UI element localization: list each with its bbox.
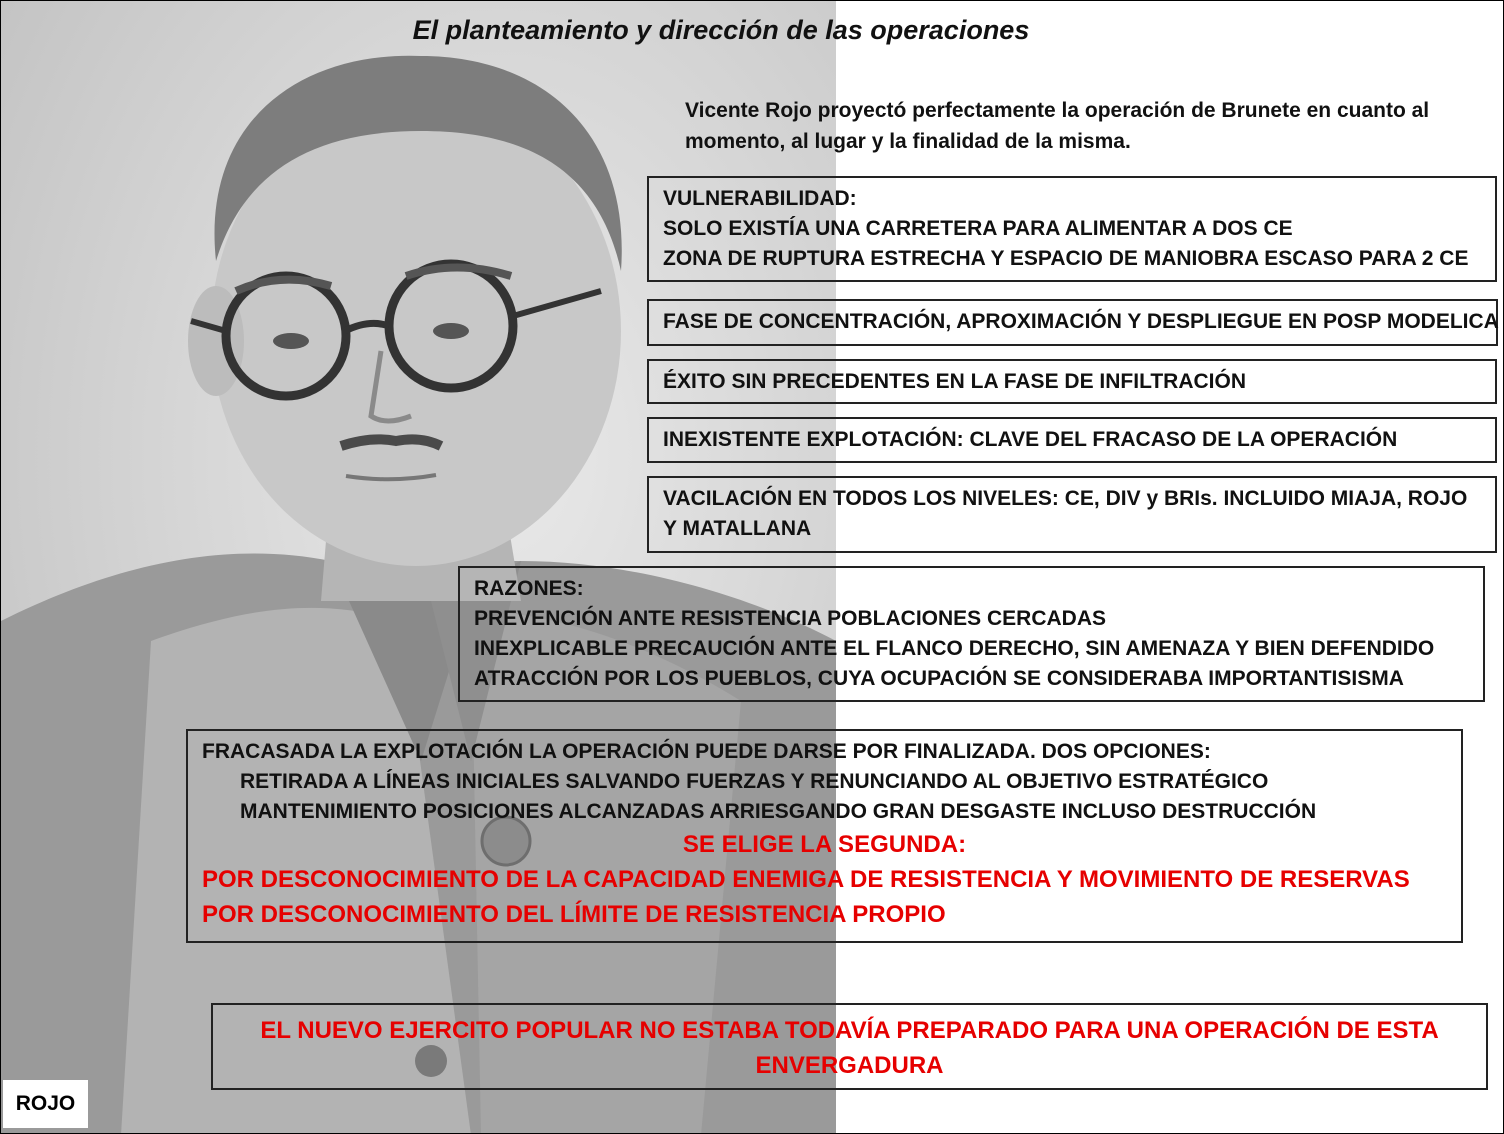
exito-text: ÉXITO SIN PRECEDENTES EN LA FASE DE INFILTRACIÓN (663, 370, 1247, 393)
razones-heading: RAZONES: (474, 577, 584, 600)
vulnerabilidad-line: SOLO EXISTÍA UNA CARRETERA PARA ALIMENTAR A DOS CE (663, 217, 1293, 240)
fase-box (647, 299, 1498, 346)
options-list (202, 767, 1447, 827)
conclusion-text: EL NUEVO EJERCITO POPULAR NO ESTABA TODAVÍA PREPARADO PARA UNA OPERACIÓN DE ESTA ENVERGADURA (260, 1017, 1439, 1079)
photo-caption: ROJO (3, 1080, 88, 1128)
exito-box (647, 359, 1497, 404)
fase-text: FASE DE CONCENTRACIÓN, APROXIMACIÓN Y DESPLIEGUE EN POSP MODELICA (663, 310, 1499, 333)
fracasada-heading: FRACASADA LA EXPLOTACIÓN LA OPERACIÓN PUEDE DARSE POR FINALIZADA. DOS OPCIONES: (202, 740, 1211, 763)
razones-line: INEXPLICABLE PRECAUCIÓN ANTE EL FLANCO DERECHO, SIN AMENAZA Y BIEN DEFENDIDO (474, 637, 1435, 660)
reason-line: POR DESCONOCIMIENTO DE LA CAPACIDAD ENEMIGA DE RESISTENCIA Y MOVIMIENTO DE RESERVAS (202, 866, 1410, 893)
vulnerabilidad-box (647, 176, 1497, 282)
option-item: RETIRADA A LÍNEAS INICIALES SALVANDO FUERZAS Y RENUNCIANDO AL OBJETIVO ESTRATÉGICO (240, 770, 1269, 793)
intro-text: Vicente Rojo proyectó perfectamente la operación de Brunete en cuanto al momento, al lugar y la finalidad de la misma. (685, 99, 1430, 153)
choice-text: SE ELIGE LA SEGUNDA: (682, 831, 967, 858)
reason-line: POR DESCONOCIMIENTO DEL LÍMITE DE RESISTENCIA PROPIO (202, 901, 946, 928)
vacilacion-text: VACILACIÓN EN TODOS LOS NIVELES: CE, DIV y BRIs. INCLUIDO MIAJA, ROJO Y MATALLANA (663, 487, 1468, 540)
razones-line: ATRACCIÓN POR LOS PUEBLOS, CUYA OCUPACIÓN SE CONSIDERABA IMPORTANTISISMA (474, 667, 1404, 690)
conclusion-box (211, 1003, 1488, 1090)
vacilacion-box (647, 476, 1497, 553)
slide-title: El planteamiento y dirección de las operaciones (412, 15, 1030, 45)
razones-line: PREVENCIÓN ANTE RESISTENCIA POBLACIONES CERCADAS (474, 607, 1107, 630)
inexistente-text: INEXISTENTE EXPLOTACIÓN: CLAVE DEL FRACASO DE LA OPERACIÓN (663, 428, 1398, 451)
fracasada-box (186, 729, 1463, 943)
vulnerabilidad-line: ZONA DE RUPTURA ESTRECHA Y ESPACIO DE MANIOBRA ESCASO PARA 2 CE (663, 247, 1469, 270)
razones-box (458, 566, 1485, 702)
vulnerabilidad-heading: VULNERABILIDAD: (663, 187, 857, 210)
inexistente-box (647, 417, 1497, 463)
option-item: MANTENIMIENTO POSICIONES ALCANZADAS ARRIESGANDO GRAN DESGASTE INCLUSO DESTRUCCIÓN (240, 800, 1317, 823)
